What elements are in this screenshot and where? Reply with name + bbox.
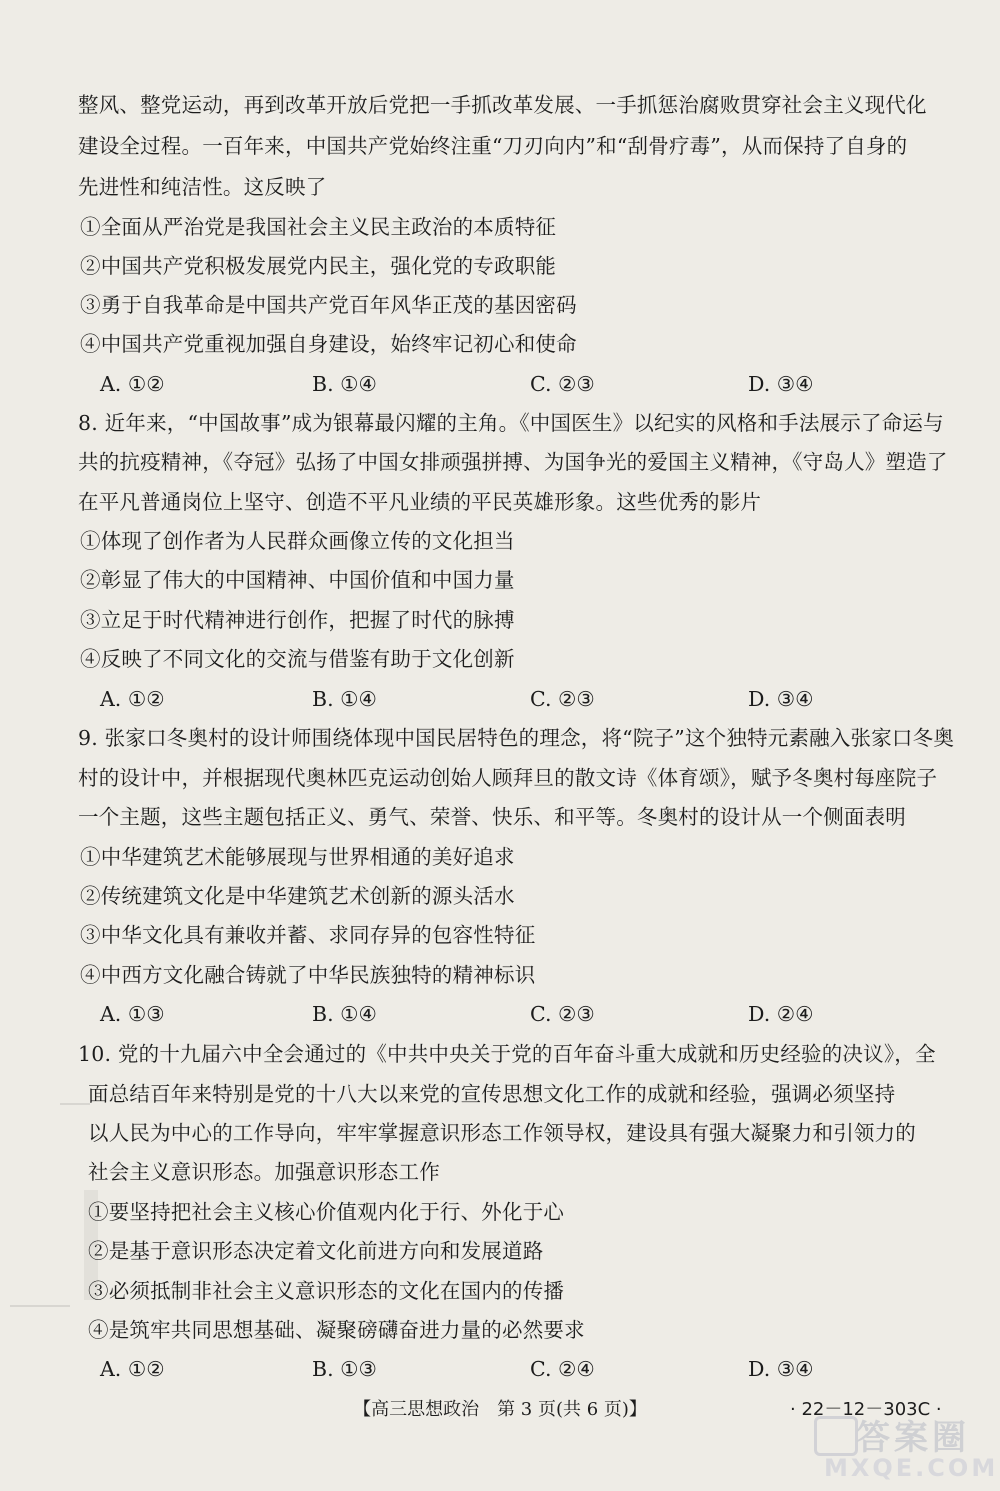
q10-stem-line: 社会主义意识形态。加强意识形态工作 xyxy=(88,1160,440,1184)
q9-statement: ④中西方文化融合铸就了中华民族独特的精神标识 xyxy=(80,963,536,987)
q8-statement: ②彰显了伟大的中国精神、中国价值和中国力量 xyxy=(80,568,515,592)
q7-stem-line: 建设全过程。一百年来，中国共产党始终注重“刀刃向内”和“刮骨疗毒”，从而保持了自身的 xyxy=(78,134,908,158)
q9-stem-line: 一个主题，这些主题包括正义、勇气、荣誉、快乐、和平等。冬奥村的设计从一个侧面表明 xyxy=(78,805,906,829)
q7-stem-line: 整风、整党运动，再到改革开放后党把一手抓改革发展、一手抓惩治腐败贯穿社会主义现代化 xyxy=(78,93,927,117)
q10-option-a[interactable]: A. ①② xyxy=(100,1357,165,1381)
q8-statement: ③立足于时代精神进行创作，把握了时代的脉搏 xyxy=(80,608,515,632)
q9-option-c[interactable]: C. ②③ xyxy=(530,1002,595,1026)
q7-statement: ①全面从严治党是我国社会主义民主政治的本质特征 xyxy=(80,215,557,239)
q8-stem-line: 8. 近年来，“中国故事”成为银幕最闪耀的主角。《中国医生》以纪实的风格和手法展示了命运与 xyxy=(78,411,944,435)
scan-artifact xyxy=(10,1305,70,1307)
q8-statement: ①体现了创作者为人民群众画像立传的文化担当 xyxy=(80,529,515,553)
q7-stem-line: 先进性和纯洁性。这反映了 xyxy=(78,175,327,199)
q9-statement: ①中华建筑艺术能够展现与世界相通的美好追求 xyxy=(80,845,515,869)
q10-statement: ①要坚持把社会主义核心价值观内化于行、外化于心 xyxy=(88,1200,565,1224)
q10-statement: ④是筑牢共同思想基础、凝聚磅礴奋进力量的必然要求 xyxy=(88,1318,585,1342)
q10-stem-line: 面总结百年来特别是党的十八大以来党的宣传思想文化工作的成就和经验，强调必须坚持 xyxy=(88,1082,896,1106)
q10-stem-line: 10. 党的十九届六中全会通过的《中共中央关于党的百年奋斗重大成就和历史经验的决议》，全 xyxy=(78,1042,936,1066)
q8-option-c[interactable]: C. ②③ xyxy=(530,687,595,711)
q9-stem-line: 9. 张家口冬奥村的设计师围绕体现中国民居特色的理念，将“院子”这个独特元素融入张家口冬奥 xyxy=(78,726,955,750)
watermark-logo xyxy=(796,1410,999,1484)
q8-option-d[interactable]: D. ③④ xyxy=(748,687,814,711)
q10-option-b[interactable]: B. ①③ xyxy=(312,1357,377,1381)
q7-statement: ④中国共产党重视加强自身建设，始终牢记初心和使命 xyxy=(80,332,577,356)
q7-statement: ③勇于自我革命是中国共产党百年风华正茂的基因密码 xyxy=(80,293,577,317)
q7-option-b[interactable]: B. ①④ xyxy=(312,372,377,396)
q9-option-b[interactable]: B. ①④ xyxy=(312,1002,377,1026)
q10-option-c[interactable]: C. ②④ xyxy=(530,1357,595,1381)
q7-option-a[interactable]: A. ①② xyxy=(100,372,165,396)
q9-option-d[interactable]: D. ②④ xyxy=(748,1002,814,1026)
footer-title: 【高三思想政治 第 3 页(共 6 页)】 xyxy=(353,1399,647,1420)
q10-stem-line: 以人民为中心的工作导向，牢牢掌握意识形态工作领导权，建设具有强大凝聚力和引领力的 xyxy=(88,1121,916,1145)
q9-statement: ②传统建筑文化是中华建筑艺术创新的源头活水 xyxy=(80,884,515,908)
q7-option-c[interactable]: C. ②③ xyxy=(530,372,595,396)
q8-option-b[interactable]: B. ①④ xyxy=(312,687,377,711)
q9-option-a[interactable]: A. ①③ xyxy=(100,1002,165,1026)
q7-statement: ②中国共产党积极发展党内民主，强化党的专政职能 xyxy=(80,254,557,278)
logo-badge-icon xyxy=(814,1416,858,1456)
scan-artifact xyxy=(60,1103,90,1105)
q7-option-d[interactable]: D. ③④ xyxy=(748,372,814,396)
watermark-text: 答案圈 xyxy=(856,1418,970,1458)
footer-code: · 22－12－303C · xyxy=(790,1399,942,1420)
watermark-domain: MXQE.COM xyxy=(824,1454,999,1482)
q8-stem-line: 共的抗疫精神，《夺冠》弘扬了中国女排顽强拼搏、为国争光的爱国主义精神，《守岛人》塑造了 xyxy=(78,450,948,474)
q10-statement: ②是基于意识形态决定着文化前进方向和发展道路 xyxy=(88,1239,544,1263)
q10-option-d[interactable]: D. ③④ xyxy=(748,1357,814,1381)
q9-stem-line: 村的设计中，并根据现代奥林匹克运动创始人顾拜旦的散文诗《体育颂》，赋予冬奥村每座院子 xyxy=(78,766,938,790)
q9-statement: ③中华文化具有兼收并蓄、求同存异的包容性特征 xyxy=(80,923,536,947)
q8-statement: ④反映了不同文化的交流与借鉴有助于文化创新 xyxy=(80,647,515,671)
q10-statement: ③必须抵制非社会主义意识形态的文化在国内的传播 xyxy=(88,1279,565,1303)
q8-stem-line: 在平凡普通岗位上坚守、创造不平凡业绩的平民英雄形象。这些优秀的影片 xyxy=(78,490,762,514)
q8-option-a[interactable]: A. ①② xyxy=(100,687,165,711)
